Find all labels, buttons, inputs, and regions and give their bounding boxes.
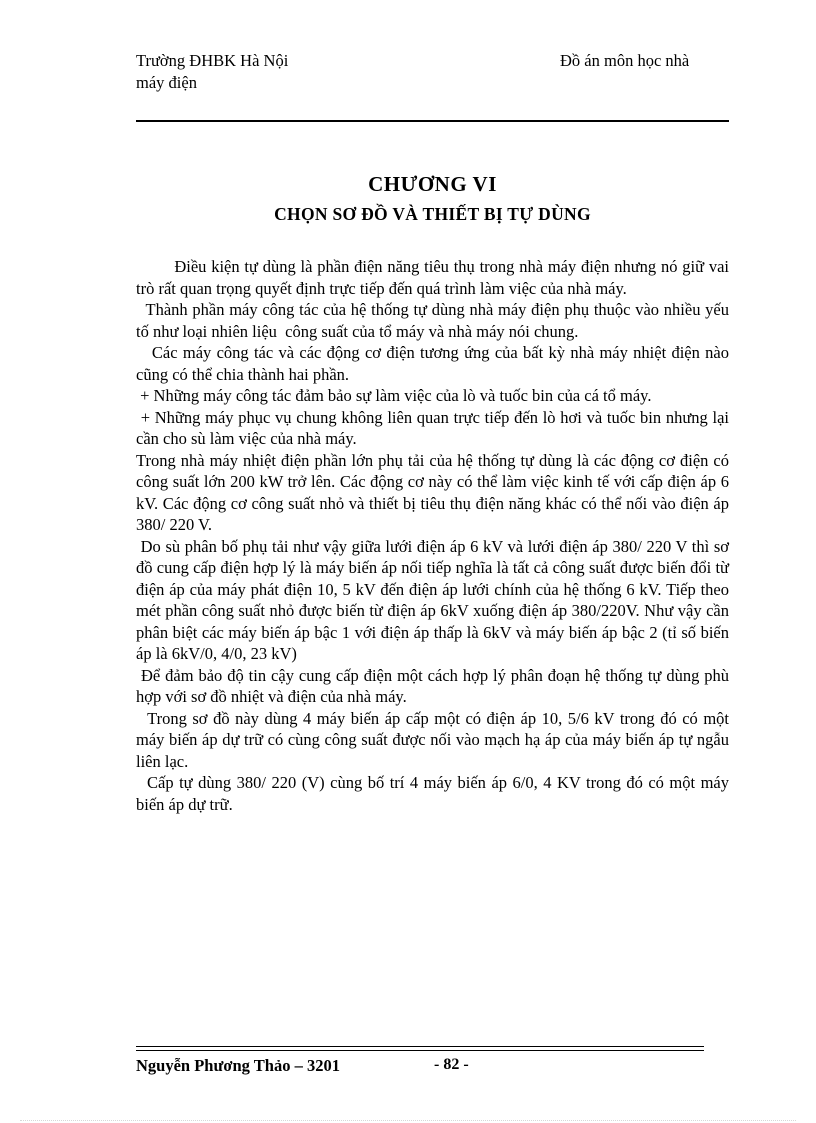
footer-divider-top	[136, 1046, 704, 1047]
header-school	[136, 50, 288, 94]
paragraph: Để đảm bảo độ tin cậy cung cấp điện một cách hợp lý phân đoạn hệ thống tự dùng phù hợp với sơ đồ nhiệt và điện của nhà máy.	[136, 665, 734, 706]
paragraph: + Những máy phục vụ chung không liên quan trực tiếp đến lò hơi và tuốc bin nhưng lại cần cho sù làm việc của nhà máy.	[136, 407, 750, 448]
body-text	[136, 256, 750, 815]
chapter-title: CHƯƠNG VI	[368, 172, 497, 196]
footer-divider-bottom	[136, 1050, 704, 1051]
paragraph: Điều kiện tự dùng là phần điện năng tiêu thụ trong nhà máy điện nhưng nó giữ vai trò rất quan trọng quyết định trực tiếp đến quá trình làm việc của nhà máy.	[136, 257, 734, 298]
page-edge-divider	[20, 1120, 796, 1121]
header-course: Đồ án môn học nhà	[560, 51, 690, 70]
paragraph: Cấp tự dùng 380/ 220 (V) cùng bố trí 4 máy biến áp 6/0, 4 KV trong đó có một máy biến áp dự trữ.	[136, 773, 734, 814]
paragraph: Các máy công tác và các động cơ điện tương ứng của bất kỳ nhà máy nhiệt điện nào cũng có thể chia thành hai phần.	[136, 343, 734, 384]
header-divider	[136, 120, 729, 122]
footer-author: Nguyễn Phương Thảo – 3201	[136, 1056, 340, 1075]
paragraph: Trong nhà máy nhiệt điện phần lớn phụ tải của hệ thống tự dùng là các động cơ điện có công suất lớn 200 kW trở lên. Các động cơ này có thể làm việc kinh tế với cấp điện áp 6 kV. Các động cơ công suất nhỏ và thiết bị tiêu thụ điện năng khác có thể nối vào điện áp 380/ 220 V.	[136, 450, 734, 534]
header-school-line1: Trường ĐHBK Hà Nội	[136, 51, 289, 70]
paragraph: Thành phần máy công tác của hệ thống tự dùng nhà máy điện phụ thuộc vào nhiều yếu tố như loại nhiên liệu công suất của tổ máy và nhà máy nói chung.	[136, 300, 734, 341]
paragraph: Trong sơ đồ này dùng 4 máy biến áp cấp một có điện áp 10, 5/6 kV trong đó có một máy biến áp dự trữ có cùng công suất được nối vào mạch hạ áp của máy biến áp tự ngẫu liên lạc.	[136, 708, 734, 771]
paragraph: + Những máy công tác đảm bảo sự làm việc của lò và tuốc bin của cá tổ máy.	[136, 386, 652, 405]
page-number: - 82 -	[434, 1056, 469, 1073]
paragraph: Do sù phân bố phụ tải như vậy giữa lưới điện áp 6 kV và lưới điện áp 380/ 220 V thì sơ đồ cung cấp điện hợp lý là máy biến áp nối tiếp nghĩa là tất cả công suất được biến đổi từ điện áp của máy phát điện 10, 5 kV đến điện áp lưới chính của hệ thống 6 kV. Tiếp theo mét phần công suất nhỏ được biến từ điện áp 6kV xuống điện áp 380/220V. Như vậy cần phân biệt các máy biến áp bậc 1 với điện áp thấp là 6kV và máy biến áp bậc 2 (tỉ số biến áp là 6kV/0, 4/0, 23 kV)	[136, 536, 734, 663]
header-school-line2: máy điện	[136, 73, 197, 92]
chapter-subtitle: CHỌN SƠ ĐỒ VÀ THIẾT BỊ TỰ DÙNG	[274, 204, 591, 224]
